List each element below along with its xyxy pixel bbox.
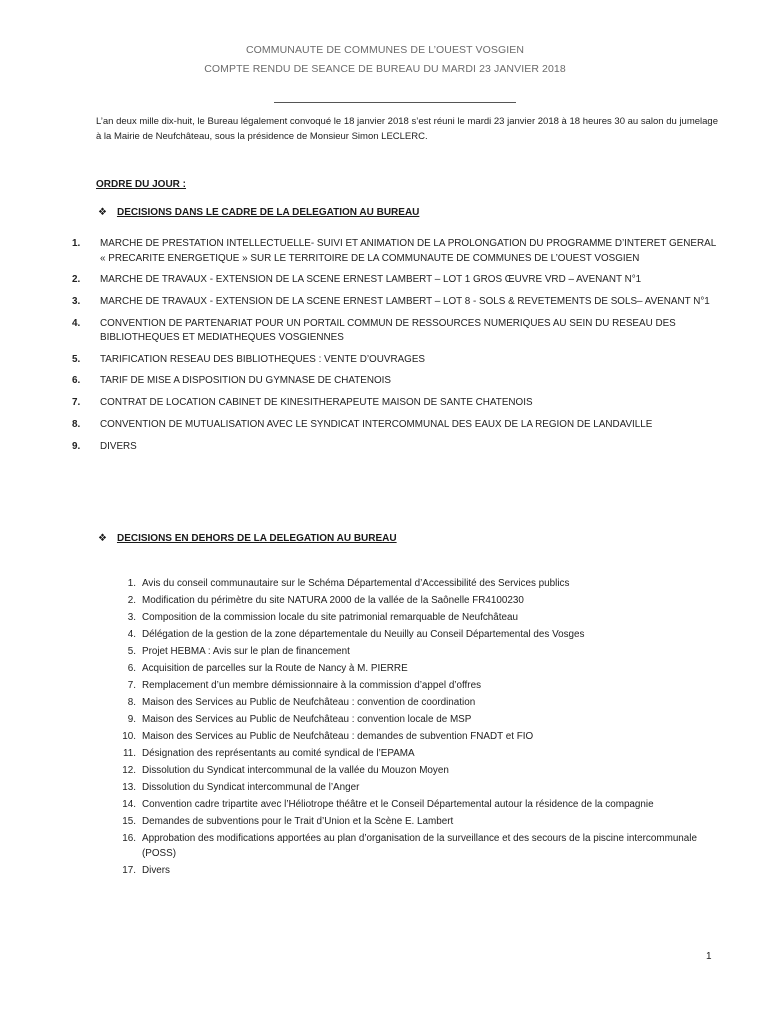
diamond-bullet-icon: ❖ [98,207,107,218]
diamond-bullet-icon: ❖ [98,533,107,544]
list-item [62,295,722,310]
item-number: 4. [127,629,136,640]
list-item [62,396,722,411]
item-number: 6. [72,375,81,387]
item-text: CONVENTION DE MUTUALISATION AVEC LE SYNDICAT INTERCOMMUNAL DES EAUX DE LA REGION DE LANDAVILLE [100,418,653,430]
list-item [62,237,722,266]
item-number: 3. [127,612,136,623]
item-number: 11. [123,748,136,759]
item-text: DIVERS [100,440,137,452]
item-text: MARCHE DE TRAVAUX - EXTENSION DE LA SCENE ERNEST LAMBERT – LOT 1 GROS ŒUVRE VRD – AVENANT N°1 [100,274,642,286]
list-item [110,763,710,778]
item-text: Maison des Services au Public de Neufchâteau : convention locale de MSP [142,714,472,725]
list-item [110,678,710,693]
item-text: MARCHE DE TRAVAUX - EXTENSION DE LA SCENE ERNEST LAMBERT – LOT 8 - SOLS & REVETEMENTS DE SOLS– AVENANT N°1 [100,295,710,307]
item-text: Désignation des représentants au comité syndical de l’EPAMA [142,748,415,759]
list-item [110,695,710,710]
item-text: CONTRAT DE LOCATION CABINET DE KINESITHERAPEUTE MAISON DE SANTE CHATENOIS [100,397,533,409]
item-text: TARIFICATION RESEAU DES BIBLIOTHEQUES : VENTE D’OUVRAGES [100,353,426,365]
list-item [110,814,710,829]
list-item [110,644,710,659]
item-text: Composition de la commission locale du site patrimonial remarquable de Neufchâteau [142,612,518,623]
item-text: Maison des Services au Public de Neufchâteau : convention de coordination [142,697,476,708]
agenda-heading: ORDRE DU JOUR : [96,179,187,190]
section-title-outside-delegation [98,533,397,544]
list-item [62,374,722,389]
list-item [110,746,710,761]
item-text: Délégation de la gestion de la zone départementale du Neuilly au Conseil Départemental des Vosges [142,629,585,640]
list-item [62,273,722,288]
list-item [110,712,710,727]
item-number: 5. [127,646,136,657]
item-number: 7. [72,397,81,409]
header-title: COMPTE RENDU DE SEANCE DE BUREAU DU MARDI 23 JANVIER 2018 [204,63,566,75]
item-number: 4. [72,317,81,329]
list-item [62,353,722,368]
page-number: 1 [706,951,712,962]
item-text: Approbation des modifications apportées au plan d’organisation de la surveillance et des secours de la piscine intercommunale (POSS) [142,833,697,859]
item-number: 14. [122,799,136,810]
item-number: 3. [72,295,81,307]
item-number: 5. [72,353,81,365]
header-organization: COMMUNAUTE DE COMMUNES DE L’OUEST VOSGIEN [245,44,525,56]
list-item [110,576,710,591]
item-number: 16. [122,833,136,844]
delegation-decisions-list [62,237,722,461]
item-text: Modification du périmètre du site NATURA 2000 de la vallée de la Saônelle FR4100230 [142,595,524,606]
item-text: TARIF DE MISE A DISPOSITION DU GYMNASE DE CHATENOIS [100,375,391,387]
item-text: Projet HEBMA : Avis sur le plan de financement [142,646,350,657]
section-title-text: DECISIONS EN DEHORS DE LA DELEGATION AU BUREAU [116,533,397,544]
item-text: Demandes de subventions pour le Trait d’Union et la Scène E. Lambert [142,816,454,827]
item-text: Dissolution du Syndicat intercommunal de la vallée du Mouzon Moyen [142,765,449,776]
list-item [62,440,722,455]
item-number: 1. [72,238,81,249]
list-item [110,797,710,812]
header-separator [274,102,516,103]
item-number: 8. [72,418,81,430]
list-item [62,418,722,433]
list-item [110,593,710,608]
item-text: Dissolution du Syndicat intercommunal de l’Anger [142,782,360,793]
item-text: Maison des Services au Public de Neufchâteau : demandes de subvention FNADT et FIO [142,731,534,742]
item-text: Acquisition de parcelles sur la Route de Nancy à M. PIERRE [142,663,408,674]
list-item [110,627,710,642]
item-number: 2. [72,274,81,286]
item-number: 13. [122,782,136,793]
list-item [110,863,710,878]
list-item [110,729,710,744]
item-text: Convention cadre tripartite avec l’Héliotrope théâtre et le Conseil Départemental autour la résidence de la compagnie [142,799,654,810]
item-number: 1. [127,578,136,589]
item-number: 9. [72,440,81,452]
list-item [110,780,710,795]
item-number: 6. [127,663,136,674]
item-number: 9. [127,714,136,725]
list-item [110,661,710,676]
item-number: 2. [127,595,136,606]
item-text: CONVENTION DE PARTENARIAT POUR UN PORTAIL COMMUN DE RESSOURCES NUMERIQUES AU SEIN DU RESEAU DES BIBLIOTHEQUES ET MEDIATHEQUES VOSGIENNES [100,317,676,344]
list-item [62,317,722,346]
item-number: 12. [122,765,136,776]
intro-paragraph: L’an deux mille dix-huit, le Bureau légalement convoqué le 18 janvier 2018 s’est réuni le mardi 23 janvier 2018 à 18 heures 30 au salon du jumelage à la Mairie de Neufchâteau, sous la présidence de Monsieur Simon LECLERC. [96,116,718,142]
section-title-text: DECISIONS DANS LE CADRE DE LA DELEGATION AU BUREAU [116,207,420,218]
item-number: 10. [122,731,136,742]
item-text: MARCHE DE PRESTATION INTELLECTUELLE- SUIVI ET ANIMATION DE LA PROLONGATION DU PROGRAMME D’INTERET GENERAL « PRECARITE ENERGETIQUE » SUR LE TERRITOIRE DE LA COMMUNAUTE DE COMMUNES DE L’OUEST VOSGIEN [100,238,716,264]
outside-delegation-decisions-list [110,576,710,880]
item-number: 17. [122,865,136,876]
item-text: Remplacement d’un membre démissionnaire à la commission d’appel d’offres [142,680,482,691]
list-item [110,831,710,861]
item-number: 8. [127,697,136,708]
item-number: 15. [122,816,136,827]
item-text: Avis du conseil communautaire sur le Schéma Départemental d’Accessibilité des Services publics [142,578,570,589]
item-number: 7. [127,680,136,691]
section-title-delegation [98,207,419,218]
list-item [110,610,710,625]
item-text: Divers [142,865,170,876]
